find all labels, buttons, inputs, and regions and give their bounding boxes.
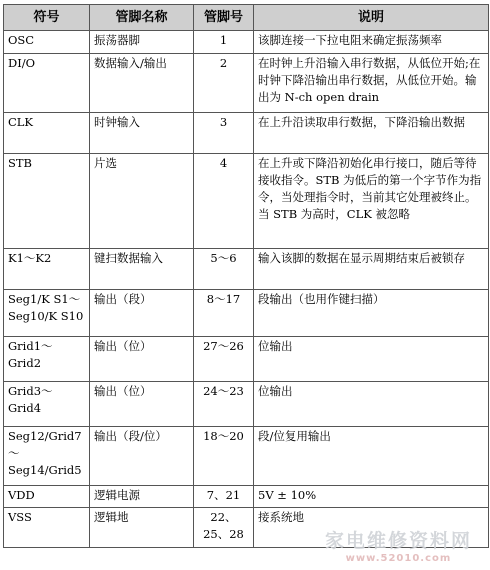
cell-symbol: Seg12/Grid7～Seg14/Grid5 [4, 427, 90, 486]
cell-pin-number: 8～17 [194, 290, 254, 337]
header-pin-number: 管脚号 [194, 5, 254, 31]
cell-symbol: CLK [4, 113, 90, 154]
cell-symbol: STB [4, 154, 90, 249]
watermark-title: 家电维修资料网 [324, 530, 472, 552]
cell-description: 接系统地 [254, 508, 489, 548]
watermark-url: www.52010.com [345, 553, 452, 564]
cell-description: 在时钟上升沿输入串行数据，从低位开始;在时钟下降沿输出串行数据，从低位开始。输出为 N-ch open drain [254, 54, 489, 113]
cell-symbol: VDD [4, 486, 90, 508]
table-row [4, 54, 489, 113]
cell-pin-name: 键扫数据输入 [90, 249, 194, 290]
cell-pin-number: 24～23 [194, 382, 254, 427]
cell-pin-number: 7、21 [194, 486, 254, 508]
table-header-row [4, 5, 489, 31]
table-row [4, 290, 489, 337]
cell-symbol: Grid3～Grid4 [4, 382, 90, 427]
cell-description: 5V ± 10% [254, 486, 489, 508]
cell-pin-name: 逻辑地 [90, 508, 194, 548]
cell-pin-number: 3 [194, 113, 254, 154]
cell-pin-name: 输出（位） [90, 337, 194, 382]
cell-pin-number: 18～20 [194, 427, 254, 486]
cell-pin-number: 4 [194, 154, 254, 249]
cell-pin-name: 时钟输入 [90, 113, 194, 154]
table-row [4, 154, 489, 249]
header-symbol: 符号 [4, 5, 90, 31]
cell-symbol: Grid1～Grid2 [4, 337, 90, 382]
cell-symbol: Seg1/K S1～Seg10/K S10 [4, 290, 90, 337]
cell-pin-name: 数据输入/输出 [90, 54, 194, 113]
cell-description: 段/位复用输出 [254, 427, 489, 486]
cell-pin-name: 输出（段） [90, 290, 194, 337]
cell-pin-name: 片选 [90, 154, 194, 249]
cell-description: 位输出 [254, 337, 489, 382]
cell-symbol: OSC [4, 31, 90, 54]
table-row [4, 486, 489, 508]
cell-pin-name: 振荡器脚 [90, 31, 194, 54]
cell-pin-number: 1 [194, 31, 254, 54]
header-pin-name: 管脚名称 [90, 5, 194, 31]
cell-description: 该脚连接一下拉电阻来确定振荡频率 [254, 31, 489, 54]
header-description: 说明 [254, 5, 489, 31]
cell-symbol: VSS [4, 508, 90, 548]
pin-description-table [3, 4, 489, 548]
cell-pin-name: 逻辑电源 [90, 486, 194, 508]
cell-description: 段输出（也用作键扫描） [254, 290, 489, 337]
table-row [4, 249, 489, 290]
table-row [4, 427, 489, 486]
cell-pin-number: 22、25、28 [194, 508, 254, 548]
cell-pin-name: 输出（段/位） [90, 427, 194, 486]
cell-symbol: DI/O [4, 54, 90, 113]
cell-description: 输入该脚的数据在显示周期结束后被锁存 [254, 249, 489, 290]
table-row [4, 113, 489, 154]
table-row [4, 382, 489, 427]
cell-description: 在上升或下降沿初始化串行接口，随后等待接收指令。STB 为低后的第一个字节作为指令，当处理指令时，当前其它处理被终止。当 STB 为高时，CLK 被忽略 [254, 154, 489, 249]
cell-pin-number: 5～6 [194, 249, 254, 290]
cell-pin-number: 27～26 [194, 337, 254, 382]
cell-description: 位输出 [254, 382, 489, 427]
table-row [4, 31, 489, 54]
cell-pin-name: 输出（位） [90, 382, 194, 427]
cell-pin-number: 2 [194, 54, 254, 113]
cell-description: 在上升沿读取串行数据，下降沿输出数据 [254, 113, 489, 154]
table-row [4, 337, 489, 382]
site-watermark [325, 526, 472, 564]
cell-symbol: K1～K2 [4, 249, 90, 290]
